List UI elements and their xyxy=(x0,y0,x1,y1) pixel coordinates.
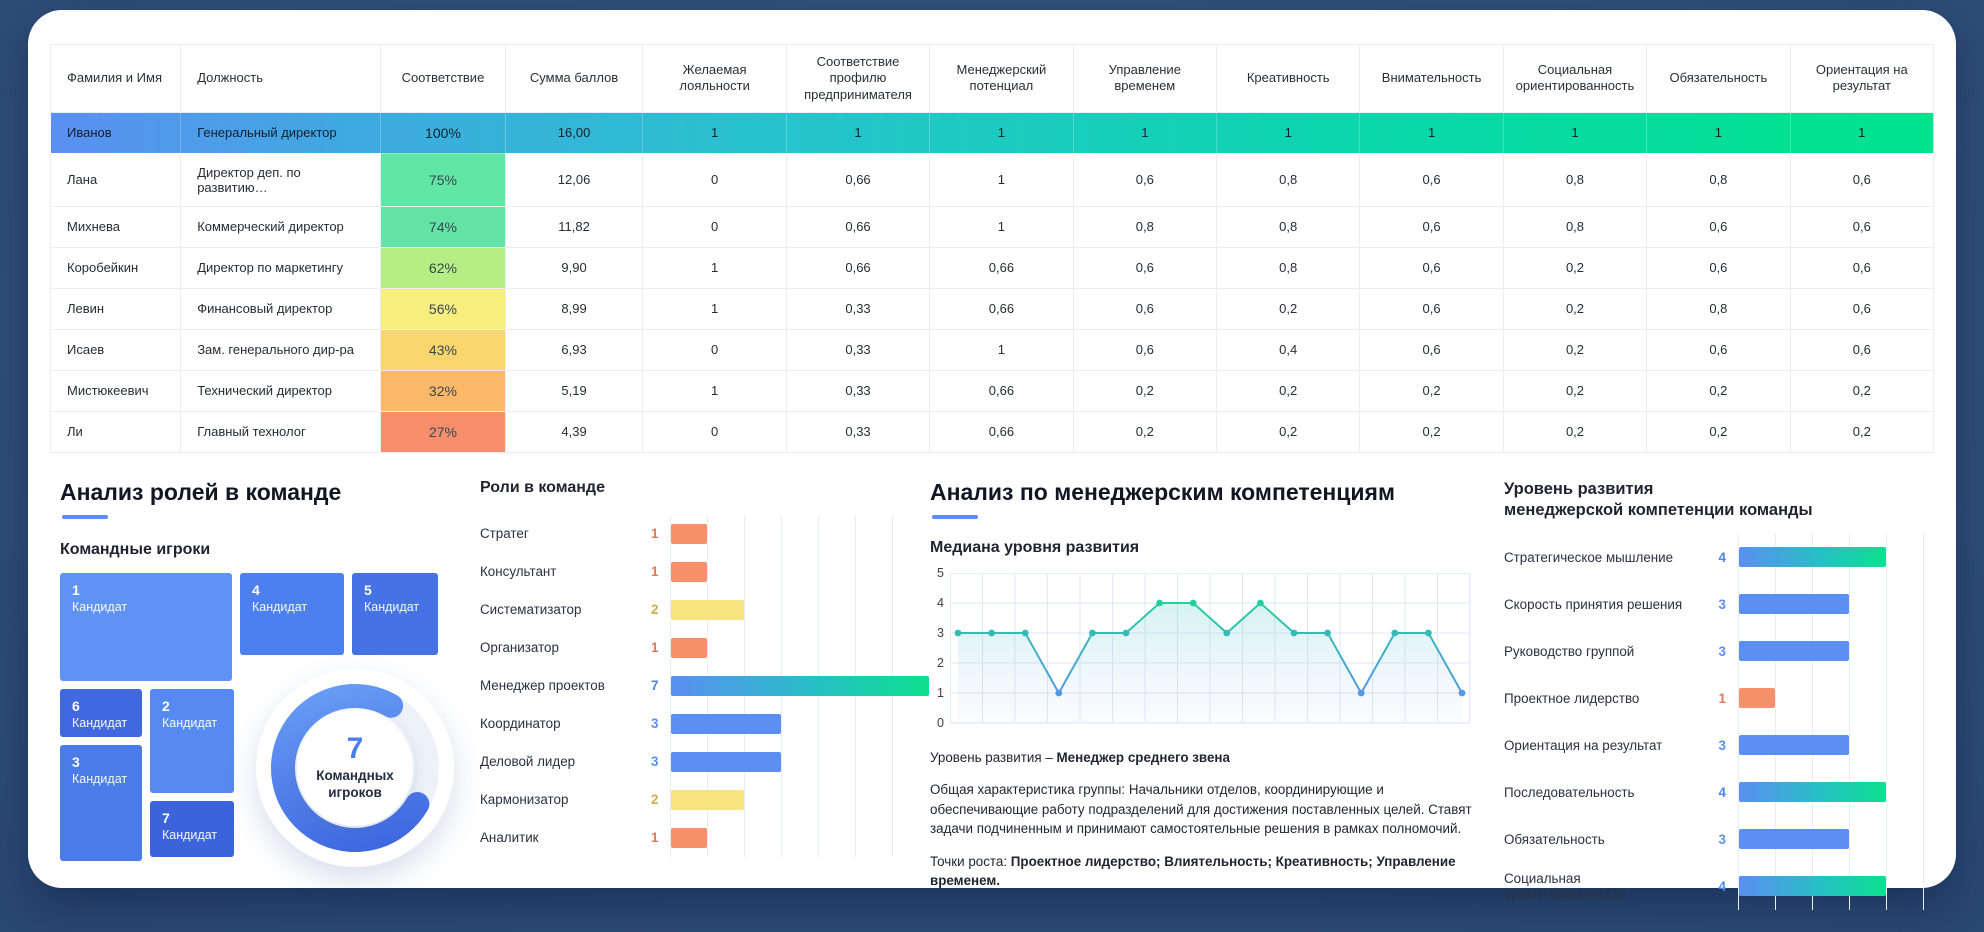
cell-value: 1 xyxy=(786,112,929,153)
bar-value: 2 xyxy=(650,602,659,618)
bar-label: Обязательность xyxy=(1504,831,1605,847)
bar-label: Последовательность xyxy=(1504,784,1635,800)
cell-value: 1 xyxy=(1647,112,1790,153)
column-header: Менеджерский потенциал xyxy=(930,45,1073,113)
bar-value: 1 xyxy=(1718,690,1726,706)
cell-position: Директор деп. по развитию… xyxy=(181,153,381,206)
cell-value: 0,66 xyxy=(930,247,1073,288)
cell-value: 0,2 xyxy=(1503,329,1646,370)
cell-value: 0,6 xyxy=(1073,247,1216,288)
cell-value: 0,33 xyxy=(786,329,929,370)
cell-value: 0,6 xyxy=(1647,247,1790,288)
cell-value: 1 xyxy=(643,112,786,153)
bar-row xyxy=(1504,816,1924,863)
team-roles-title: Анализ ролей в команде xyxy=(60,478,342,505)
cell-value: 1 xyxy=(643,370,786,411)
cell-value: 0,8 xyxy=(1073,206,1216,247)
treemap-block xyxy=(150,801,234,857)
team-roles-section xyxy=(60,479,462,910)
cell-value: 0,33 xyxy=(786,411,929,452)
bar-label: Систематизатор xyxy=(480,602,582,618)
cell-score: 4,39 xyxy=(505,411,643,452)
column-header: Соответствие профилю предпринимателя xyxy=(786,45,929,113)
bar xyxy=(1739,594,1849,614)
donut-value: 7 xyxy=(346,731,364,765)
cell-value: 0,6 xyxy=(1647,329,1790,370)
bar xyxy=(1739,876,1886,896)
bar xyxy=(671,600,744,620)
cell-name: Лана xyxy=(51,153,181,206)
column-header: Сумма баллов xyxy=(505,45,643,113)
bar-label: Деловой лидер xyxy=(480,754,576,770)
cell-value: 0,2 xyxy=(1503,247,1646,288)
bar-label: Организатор xyxy=(480,640,559,656)
cell-value: 0,8 xyxy=(1217,206,1360,247)
treemap-block-label: Кандидат xyxy=(252,599,308,614)
cell-value: 0,8 xyxy=(1217,153,1360,206)
cell-value: 0,66 xyxy=(786,206,929,247)
cell-value: 0,66 xyxy=(930,411,1073,452)
treemap-block-label: Кандидат xyxy=(72,599,128,614)
cell-position: Зам. генерального дир-ра xyxy=(181,329,381,370)
cell-score: 9,90 xyxy=(505,247,643,288)
bar xyxy=(671,714,781,734)
cell-value: 0,66 xyxy=(786,247,929,288)
treemap-block-label: Кандидат xyxy=(364,599,420,614)
bar xyxy=(671,638,707,658)
cell-value: 0,2 xyxy=(1217,411,1360,452)
cell-value: 0,6 xyxy=(1790,247,1933,288)
bar-label: Социальная ориентированность xyxy=(1504,871,1627,902)
cell-value: 0,2 xyxy=(1503,288,1646,329)
cell-match: 74% xyxy=(381,206,506,247)
cell-value: 0,6 xyxy=(1647,206,1790,247)
cell-position: Главный технолог xyxy=(181,411,381,452)
cell-value: 0,6 xyxy=(1360,247,1503,288)
cell-position: Генеральный директор xyxy=(181,112,381,153)
cell-value: 1 xyxy=(930,153,1073,206)
cell-name: Ли xyxy=(51,411,181,452)
bar-track xyxy=(670,629,912,667)
cell-value: 0,6 xyxy=(1073,329,1216,370)
treemap-block-number: 3 xyxy=(72,753,80,770)
bar-row xyxy=(480,667,912,705)
cell-value: 0,6 xyxy=(1790,329,1933,370)
bar-track xyxy=(1738,863,1924,910)
cell-match: 100% xyxy=(381,112,506,153)
column-header: Социальная ориентированность xyxy=(1503,45,1646,113)
cell-value: 0,6 xyxy=(1073,153,1216,206)
cell-value: 0,2 xyxy=(1790,411,1933,452)
bottom-panels xyxy=(50,479,1934,910)
bar-row xyxy=(480,781,912,819)
cell-match: 43% xyxy=(381,329,506,370)
column-header: Ориентация на результат xyxy=(1790,45,1933,113)
bar-row xyxy=(1504,769,1924,816)
treemap-block-number: 2 xyxy=(162,697,170,714)
cell-position: Финансовый директор xyxy=(181,288,381,329)
dashboard-card xyxy=(28,10,1956,902)
growth-points-line: Точки роста: Проектное лидерство; Влиятельность; Креативность; Управление временем. xyxy=(930,853,1456,888)
cell-value: 0,66 xyxy=(930,370,1073,411)
bar xyxy=(671,676,929,696)
cell-score: 11,82 xyxy=(505,206,643,247)
cell-value: 0,6 xyxy=(1360,206,1503,247)
cell-value: 0,33 xyxy=(786,288,929,329)
cell-value: 0,6 xyxy=(1073,288,1216,329)
cell-value: 0,33 xyxy=(786,370,929,411)
bar-label: Консультант xyxy=(480,564,557,580)
y-tick: 2 xyxy=(937,655,944,670)
cell-value: 0,8 xyxy=(1217,247,1360,288)
cell-score: 5,19 xyxy=(505,370,643,411)
cell-value: 0 xyxy=(643,153,786,206)
bar-label: Менеджер проектов xyxy=(480,678,605,694)
cell-value: 1 xyxy=(1073,112,1216,153)
cell-score: 12,06 xyxy=(505,153,643,206)
accent-underline xyxy=(62,515,108,519)
candidates-table xyxy=(50,44,1934,453)
bar-row xyxy=(1504,722,1924,769)
table-row xyxy=(51,112,1934,153)
bar-value: 2 xyxy=(650,792,659,808)
bar-row xyxy=(1504,675,1924,722)
cell-value: 0,2 xyxy=(1647,370,1790,411)
development-level-line: Уровень развития – Менеджер среднего звена xyxy=(930,749,1230,765)
bar-value: 3 xyxy=(1718,831,1726,847)
bar-track xyxy=(1738,816,1924,863)
median-y-axis xyxy=(930,565,950,730)
cell-name: Михнева xyxy=(51,206,181,247)
team-players-donut xyxy=(256,669,454,867)
cell-value: 1 xyxy=(643,247,786,288)
bar-track xyxy=(670,553,912,591)
team-players-subtitle: Командные игроки xyxy=(60,540,211,558)
roles-chart-title: Роли в команде xyxy=(480,478,605,496)
bar-label: Стратег xyxy=(480,526,529,542)
cell-position: Технический директор xyxy=(181,370,381,411)
column-header: Соответствие xyxy=(381,45,506,113)
column-header: Обязательность xyxy=(1647,45,1790,113)
cell-value: 0,2 xyxy=(1647,411,1790,452)
cell-value: 0,8 xyxy=(1647,288,1790,329)
bar xyxy=(671,828,707,848)
cell-value: 0,4 xyxy=(1217,329,1360,370)
bar xyxy=(671,752,781,772)
cell-value: 1 xyxy=(643,288,786,329)
treemap-block xyxy=(240,573,344,655)
bar-row xyxy=(480,515,912,553)
bar-row xyxy=(1504,628,1924,675)
bar-row xyxy=(1504,581,1924,628)
treemap-block-number: 5 xyxy=(364,581,372,598)
bar-track xyxy=(670,515,912,553)
management-title: Анализ по менеджерским компетенциям xyxy=(930,478,1395,505)
bar xyxy=(1739,688,1775,708)
cell-value: 0 xyxy=(643,329,786,370)
cell-value: 0,6 xyxy=(1790,288,1933,329)
treemap-block-label: Кандидат xyxy=(162,827,218,842)
treemap-block-number: 4 xyxy=(252,581,260,598)
table-row xyxy=(51,411,1934,452)
cell-name: Левин xyxy=(51,288,181,329)
team-players-treemap xyxy=(60,573,452,873)
cell-value: 0,2 xyxy=(1073,370,1216,411)
cell-match: 27% xyxy=(381,411,506,452)
bar xyxy=(1739,829,1849,849)
cell-value: 0,2 xyxy=(1360,411,1503,452)
donut-center-label xyxy=(256,669,454,867)
cell-value: 0,2 xyxy=(1503,370,1646,411)
bar xyxy=(1739,782,1886,802)
column-header: Управление временем xyxy=(1073,45,1216,113)
cell-name: Исаев xyxy=(51,329,181,370)
cell-value: 0,8 xyxy=(1647,153,1790,206)
bar-label: Аналитик xyxy=(480,830,539,846)
bar-track xyxy=(670,591,912,629)
accent-underline xyxy=(932,515,978,519)
bar-label: Ориентация на результат xyxy=(1504,737,1663,753)
column-header: Должность xyxy=(181,45,381,113)
cell-match: 32% xyxy=(381,370,506,411)
group-description: Общая характеристика группы: Начальники отделов, координирующие и обеспечивающие работу подразделений для достижения поставленных целей. Ставят задачи подчиненным и принимают самостоятельные решения в рамках полномочий. xyxy=(930,782,1472,837)
cell-value: 0,2 xyxy=(1790,370,1933,411)
roles-bar-chart xyxy=(480,515,912,857)
cell-value: 0 xyxy=(643,411,786,452)
bar-value: 4 xyxy=(1718,784,1726,800)
bar-value: 1 xyxy=(650,830,659,846)
y-tick: 0 xyxy=(937,715,944,730)
cell-value: 1 xyxy=(1360,112,1503,153)
bar-track xyxy=(1738,769,1924,816)
bar-track xyxy=(670,819,912,857)
bar-row xyxy=(480,591,912,629)
cell-value: 1 xyxy=(1217,112,1360,153)
cell-value: 0,66 xyxy=(786,153,929,206)
cell-value: 0,8 xyxy=(1503,206,1646,247)
treemap-block-number: 1 xyxy=(72,581,80,598)
bar-row xyxy=(1504,863,1924,910)
treemap-block-label: Кандидат xyxy=(72,715,128,730)
cell-name: Коробейкин xyxy=(51,247,181,288)
bar-track xyxy=(1738,534,1924,581)
treemap-block xyxy=(60,745,142,861)
treemap-block-label: Кандидат xyxy=(72,771,128,786)
bar-row xyxy=(1504,534,1924,581)
bar-track xyxy=(1738,581,1924,628)
cell-value: 0,6 xyxy=(1360,329,1503,370)
cell-value: 0,66 xyxy=(930,288,1073,329)
cell-value: 0,2 xyxy=(1360,370,1503,411)
cell-value: 1 xyxy=(1790,112,1933,153)
competency-title: Уровень развития менеджерской компетенции команды xyxy=(1504,479,1813,520)
bar xyxy=(671,562,707,582)
bar-value: 1 xyxy=(650,640,659,656)
bar-value: 3 xyxy=(1718,596,1726,612)
bar-label: Руководство группой xyxy=(1504,643,1635,659)
roles-chart-section xyxy=(480,479,912,910)
cell-score: 6,93 xyxy=(505,329,643,370)
table-header xyxy=(51,45,1934,113)
bar-row xyxy=(480,553,912,591)
bar-label: Скорость принятия решения xyxy=(1504,596,1683,612)
cell-name: Иванов xyxy=(51,112,181,153)
table-row xyxy=(51,153,1934,206)
management-text xyxy=(930,748,1478,891)
bar xyxy=(671,524,707,544)
treemap-block xyxy=(60,689,142,737)
y-tick: 5 xyxy=(937,565,944,580)
bar xyxy=(1739,547,1886,567)
bar-row xyxy=(480,819,912,857)
bar-track xyxy=(670,743,912,781)
y-tick: 3 xyxy=(937,625,944,640)
median-chart-title: Медиана уровня развития xyxy=(930,538,1140,556)
bar-value: 4 xyxy=(1718,878,1726,894)
donut-caption: Командных игроков xyxy=(316,767,394,800)
y-tick: 4 xyxy=(937,595,944,610)
median-line-chart xyxy=(930,565,1486,730)
table-row xyxy=(51,329,1934,370)
bar-track xyxy=(670,667,912,705)
bar-track xyxy=(670,705,912,743)
column-header: Внимательность xyxy=(1360,45,1503,113)
cell-value: 1 xyxy=(930,112,1073,153)
median-line-svg xyxy=(950,573,1472,725)
bar xyxy=(1739,641,1849,661)
cell-match: 56% xyxy=(381,288,506,329)
bar-value: 3 xyxy=(650,754,659,770)
column-header: Креативность xyxy=(1217,45,1360,113)
column-header: Желаемая лояльности xyxy=(643,45,786,113)
bar-value: 1 xyxy=(650,564,659,580)
y-tick: 1 xyxy=(937,685,944,700)
cell-match: 75% xyxy=(381,153,506,206)
cell-position: Директор по маркетингу xyxy=(181,247,381,288)
treemap-block-number: 6 xyxy=(72,697,80,714)
bar-track xyxy=(1738,628,1924,675)
cell-value: 0,6 xyxy=(1790,206,1933,247)
competency-bar-chart xyxy=(1504,534,1924,910)
table-row xyxy=(51,288,1934,329)
cell-position: Коммерческий директор xyxy=(181,206,381,247)
bar-track xyxy=(670,781,912,819)
cell-value: 0,6 xyxy=(1360,288,1503,329)
bar-value: 3 xyxy=(650,716,659,732)
cell-value: 1 xyxy=(1503,112,1646,153)
cell-value: 1 xyxy=(930,329,1073,370)
bar-label: Проектное лидерство xyxy=(1504,690,1640,706)
treemap-block-number: 7 xyxy=(162,809,170,826)
bar-label: Кармонизатор xyxy=(480,792,569,808)
treemap-block xyxy=(150,689,234,793)
table-row xyxy=(51,206,1934,247)
column-header: Фамилия и Имя xyxy=(51,45,181,113)
cell-value: 1 xyxy=(930,206,1073,247)
cell-value: 0 xyxy=(643,206,786,247)
bar-value: 3 xyxy=(1718,737,1726,753)
bar-track xyxy=(1738,722,1924,769)
cell-match: 62% xyxy=(381,247,506,288)
cell-score: 16,00 xyxy=(505,112,643,153)
bar-row xyxy=(480,705,912,743)
management-section xyxy=(930,479,1486,910)
bar-label: Стратегическое мышление xyxy=(1504,549,1674,565)
cell-value: 0,6 xyxy=(1790,153,1933,206)
bar xyxy=(1739,735,1849,755)
bar-value: 3 xyxy=(1718,643,1726,659)
treemap-block xyxy=(352,573,438,655)
cell-value: 0,8 xyxy=(1503,153,1646,206)
table-row xyxy=(51,247,1934,288)
bar xyxy=(671,790,744,810)
cell-value: 0,2 xyxy=(1217,288,1360,329)
competency-section xyxy=(1504,479,1924,910)
bar-row xyxy=(480,743,912,781)
bar-value: 4 xyxy=(1718,549,1726,565)
cell-value: 0,2 xyxy=(1503,411,1646,452)
table-row xyxy=(51,370,1934,411)
bar-value: 1 xyxy=(650,526,659,542)
treemap-block-label: Кандидат xyxy=(162,715,218,730)
bar-row xyxy=(480,629,912,667)
treemap-block xyxy=(60,573,232,681)
cell-score: 8,99 xyxy=(505,288,643,329)
cell-name: Мистюкеевич xyxy=(51,370,181,411)
cell-value: 0,2 xyxy=(1217,370,1360,411)
bar-value: 7 xyxy=(650,678,659,694)
bar-label: Координатор xyxy=(480,716,561,732)
bar-track xyxy=(1738,675,1924,722)
cell-value: 0,6 xyxy=(1360,153,1503,206)
cell-value: 0,2 xyxy=(1073,411,1216,452)
